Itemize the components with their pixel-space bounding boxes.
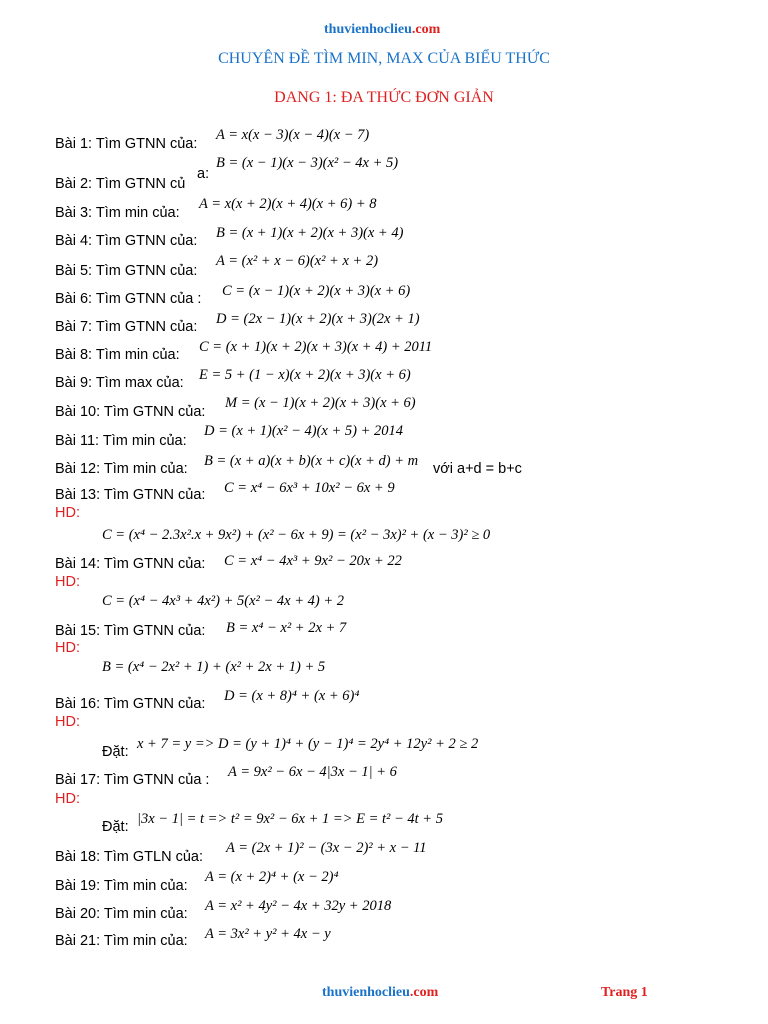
document-subtitle: DANG 1: ĐA THỨC ĐƠN GIẢN [274,89,494,106]
problem-expression: A = x² + 4y² − 4x + 32y + 2018 [205,898,392,914]
problem-expression: B = (x − 1)(x − 3)(x² − 4x + 5) [216,155,399,171]
problem-expression: A = x(x − 3)(x − 4)(x − 7) [216,127,370,143]
problem-expression: D = (x + 8)⁴ + (x + 6)⁴ [224,688,360,704]
footer-brand-main: thuvienhoclieu [322,985,410,1000]
problem-expression: A = 9x² − 6x − 4|3x − 1| + 6 [228,764,397,780]
problem-expression: A = (x² + x − 6)(x² + x + 2) [216,253,379,269]
problem-expression: A = 3x² + y² + 4x − y [205,926,331,942]
problem-expression: C = x⁴ − 4x³ + 9x² − 20x + 22 [224,553,402,569]
problem-expression: D = (2x − 1)(x + 2)(x + 3)(2x + 1) [216,311,420,327]
problem-label: Bài 14: Tìm GTNN của: [55,556,206,572]
problem-expression: M = (x − 1)(x + 2)(x + 3)(x + 6) [225,395,416,411]
hint-label: HD: [55,791,80,807]
header-brand[interactable] [324,22,440,38]
problem-expression: C = (x − 1)(x + 2)(x + 3)(x + 6) [222,283,411,299]
hint-label: HD: [55,640,80,656]
problem-expression: C = (x + 1)(x + 2)(x + 3)(x + 4) + 2011 [199,339,433,355]
problem-expression: B = x⁴ − x² + 2x + 7 [226,620,347,636]
problem-expression: E = 5 + (1 − x)(x + 2)(x + 3)(x + 6) [199,367,411,383]
problem-label: Bài 3: Tìm min của: [55,205,180,221]
footer-brand-tld: .com [409,985,439,1000]
problem-label: Bài 6: Tìm GTNN của : [55,291,202,307]
problem-label: Bài 8: Tìm min của: [55,347,180,363]
hint-expression: x + 7 = y => D = (y + 1)⁴ + (y − 1)⁴ = 2y⁴ + 12y² + 2 ≥ 2 [137,736,479,752]
problem-expression: A = x(x + 2)(x + 4)(x + 6) + 8 [199,196,377,212]
problem-label: Bài 7: Tìm GTNN của: [55,319,198,335]
problem-label: Bài 12: Tìm min của: [55,461,188,477]
problem-label: Bài 19: Tìm min của: [55,878,188,894]
problem-label: Bài 11: Tìm min của: [55,433,187,449]
hint-prefix: Đặt: [102,744,129,760]
problem-label: Bài 18: Tìm GTLN của: [55,849,204,865]
hint-prefix: Đặt: [102,819,129,835]
problem-label: Bài 5: Tìm GTNN của: [55,263,198,279]
problem-condition: với a+d = b+c [433,461,522,477]
hint-expression: B = (x⁴ − 2x² + 1) + (x² + 2x + 1) + 5 [102,659,326,675]
hint-label: HD: [55,714,80,730]
document-title: CHUYÊN ĐỀ TÌM MIN, MAX CỦA BIỂU THỨC [218,50,550,67]
hint-expression: C = (x⁴ − 4x³ + 4x²) + 5(x² − 4x + 4) + 2 [102,593,344,609]
problem-expression: B = (x + 1)(x + 2)(x + 3)(x + 4) [216,225,404,241]
problem-label-tail: a: [197,166,210,182]
problem-label: Bài 13: Tìm GTNN của: [55,487,206,503]
problem-label: Bài 4: Tìm GTNN của: [55,233,198,249]
problem-expression: B = (x + a)(x + b)(x + c)(x + d) + m [204,453,419,469]
problem-expression: D = (x + 1)(x² − 4)(x + 5) + 2014 [204,423,404,439]
problem-label: Bài 1: Tìm GTNN của: [55,136,198,152]
hint-label: HD: [55,574,80,590]
problem-label: Bài 17: Tìm GTNN của : [55,772,210,788]
problem-label: Bài 20: Tìm min của: [55,906,188,922]
hint-expression: C = (x⁴ − 2.3x².x + 9x²) + (x² − 6x + 9) = (x² − 3x)² + (x − 3)² ≥ 0 [102,527,491,543]
problem-label: Bài 15: Tìm GTNN của: [55,623,206,639]
hint-label: HD: [55,505,80,521]
problem-expression: A = (2x + 1)² − (3x − 2)² + x − 11 [226,840,427,856]
problem-expression: C = x⁴ − 6x³ + 10x² − 6x + 9 [224,480,395,496]
problem-label: Bài 2: Tìm GTNN củ [55,176,186,192]
problem-label: Bài 10: Tìm GTNN của: [55,404,206,420]
page-number: Trang 1 [601,985,648,1000]
header-brand-tld: .com [411,22,441,37]
hint-expression: |3x − 1| = t => t² = 9x² − 6x + 1 => E = t² − 4t + 5 [137,811,443,827]
problem-label: Bài 9: Tìm max của: [55,375,184,391]
problem-label: Bài 16: Tìm GTNN của: [55,696,206,712]
header-brand-main: thuvienhoclieu [324,22,412,37]
problem-expression: A = (x + 2)⁴ + (x − 2)⁴ [205,869,339,885]
problem-label: Bài 21: Tìm min của: [55,933,188,949]
footer-brand[interactable] [322,985,438,1001]
